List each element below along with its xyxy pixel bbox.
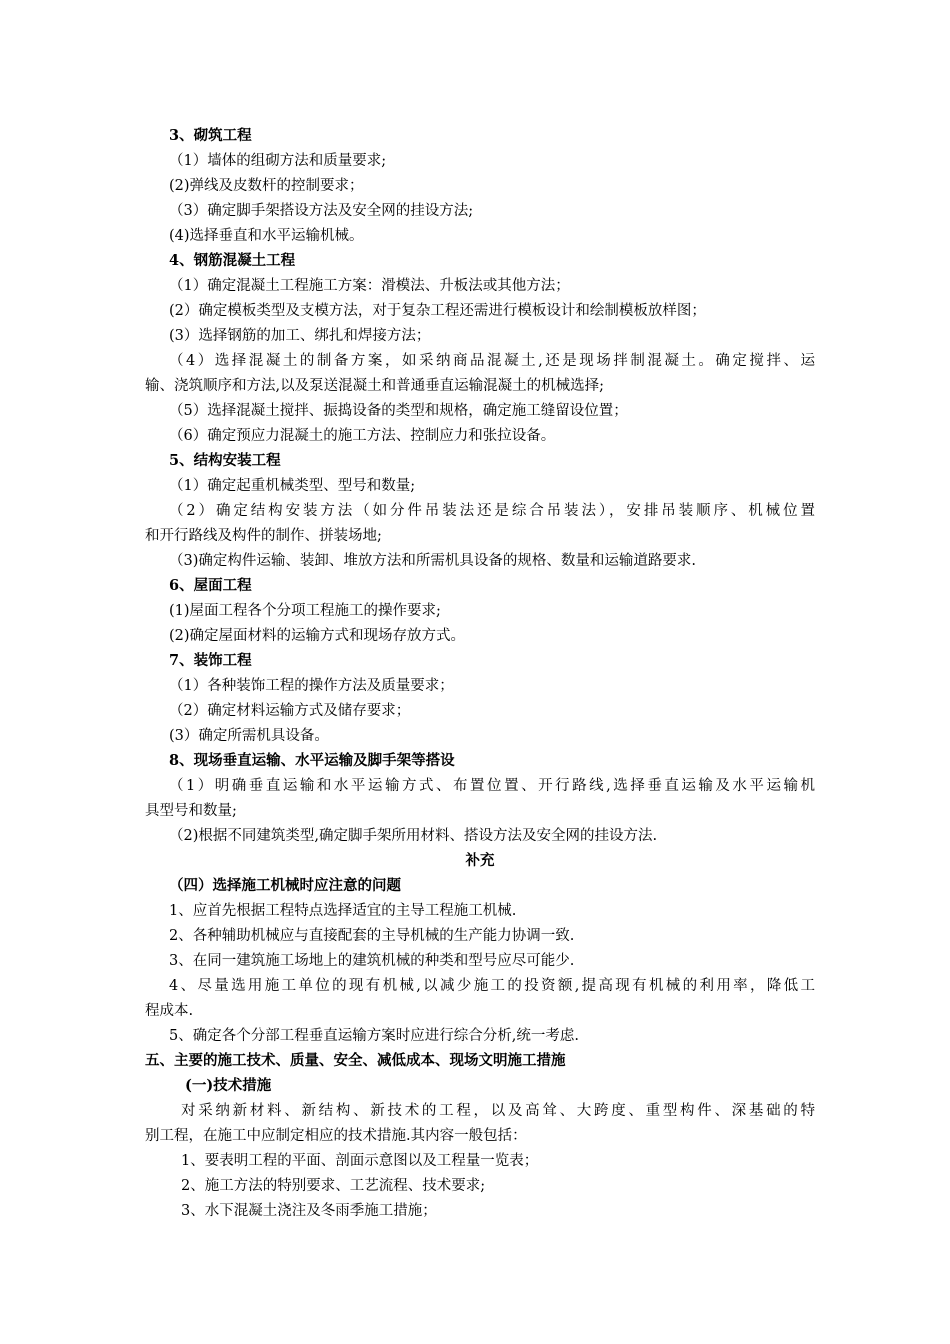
- heading-roofing: 6、屋面工程: [169, 577, 252, 594]
- paragraph-line: 对采纳新材料、新结构、新技术的工程，以及高耸、大跨度、重型构件、深基础的特: [181, 1103, 815, 1119]
- paragraph-line: （6）确定预应力混凝土的施工方法、控制应力和张拉设备。: [169, 428, 556, 444]
- paragraph-line: (4)选择垂直和水平运输机械。: [169, 228, 364, 244]
- heading-site-transport: 8、现场垂直运输、水平运输及脚手架等搭设: [169, 752, 455, 769]
- heading-supplement: 补充: [465, 852, 495, 869]
- heading-section-five: 五、主要的施工技术、质量、安全、减低成本、现场文明施工措施: [145, 1052, 566, 1069]
- paragraph-line: （1）明确垂直运输和水平运输方式、布置位置、开行路线,选择垂直运输及水平运输机: [169, 778, 815, 794]
- paragraph-line: 2、各种辅助机械应与直接配套的主导机械的生产能力协调一致.: [169, 928, 575, 944]
- paragraph-line: (2)确定屋面材料的运输方式和现场存放方式。: [169, 628, 466, 644]
- paragraph-line: (3）确定所需机具设备。: [169, 728, 329, 744]
- paragraph-line: 1、要表明工程的平面、剖面示意图以及工程量一览表；: [181, 1153, 539, 1169]
- paragraph-line: 程成本.: [145, 1003, 194, 1019]
- paragraph-line: 具型号和数量;: [145, 803, 237, 819]
- paragraph-line: （2）确定材料运输方式及储存要求；: [169, 703, 411, 719]
- paragraph-line: 3、水下混凝土浇注及冬雨季施工措施；: [181, 1203, 437, 1219]
- paragraph-line: （2)根据不同建筑类型,确定脚手架所用材料、搭设方法及安全网的挂设方法.: [169, 828, 658, 844]
- paragraph-line: 别工程，在施工中应制定相应的技术措施.其内容一般包括：: [145, 1128, 527, 1144]
- paragraph-line: (3）选择钢筋的加工、绑扎和焊接方法；: [169, 328, 431, 344]
- paragraph-line: 2、施工方法的特别要求、工艺流程、技术要求;: [181, 1178, 486, 1194]
- paragraph-line: （5）选择混凝土搅拌、振捣设备的类型和规格，确定施工缝留设位置；: [169, 403, 628, 419]
- heading-technical-measures: (一)技术措施: [185, 1077, 272, 1094]
- paragraph-line: （2）确定结构安装方法（如分件吊装法还是综合吊装法），安排吊装顺序、机械位置: [169, 503, 815, 519]
- paragraph-line: (2）确定模板类型及支模方法，对于复杂工程还需进行模板设计和绘制模板放样图；: [169, 303, 706, 319]
- paragraph-line: (2)弹线及皮数杆的控制要求；: [169, 178, 364, 194]
- paragraph-line: （3)确定构件运输、装卸、堆放方法和所需机具设备的规格、数量和运输道路要求.: [169, 553, 696, 569]
- heading-decoration: 7、装饰工程: [169, 652, 252, 669]
- paragraph-line: （1）确定起重机械类型、型号和数量;: [169, 478, 416, 494]
- paragraph-line: (1)屋面工程各个分项工程施工的操作要求;: [169, 603, 441, 619]
- paragraph-line: 输、浇筑顺序和方法,以及泵送混凝土和普通垂直运输混凝土的机械选择;: [145, 378, 604, 394]
- paragraph-line: 和开行路线及构件的制作、拼装场地;: [145, 528, 382, 544]
- paragraph-line: 3、在同一建筑施工场地上的建筑机械的种类和型号应尽可能少.: [169, 953, 575, 969]
- heading-structural-installation: 5、结构安装工程: [169, 452, 281, 469]
- paragraph-line: （3）确定脚手架搭设方法及安全网的挂设方法;: [169, 203, 474, 219]
- paragraph-line: （1）各种装饰工程的操作方法及质量要求；: [169, 678, 454, 694]
- heading-reinforced-concrete: 4、钢筋混凝土工程: [169, 252, 296, 269]
- paragraph-line: （1）墙体的组砌方法和质量要求;: [169, 153, 387, 169]
- paragraph-line: 1、应首先根据工程特点选择适宜的主导工程施工机械.: [169, 903, 517, 919]
- paragraph-line: 4、尽量选用施工单位的现有机械,以减少施工的投资额,提高现有机械的利用率，降低工: [169, 978, 815, 994]
- paragraph-line: （1）确定混凝土工程施工方案：滑模法、升板法或其他方法；: [169, 278, 570, 294]
- heading-masonry: 3、砌筑工程: [169, 127, 252, 144]
- paragraph-line: 5、确定各个分部工程垂直运输方案时应进行综合分析,统一考虑.: [169, 1028, 579, 1044]
- paragraph-line: （4）选择混凝土的制备方案，如采纳商品混凝土,还是现场拌制混凝土。确定搅拌、运: [169, 353, 815, 369]
- heading-machinery-selection: （四）选择施工机械时应注意的问题: [169, 877, 401, 894]
